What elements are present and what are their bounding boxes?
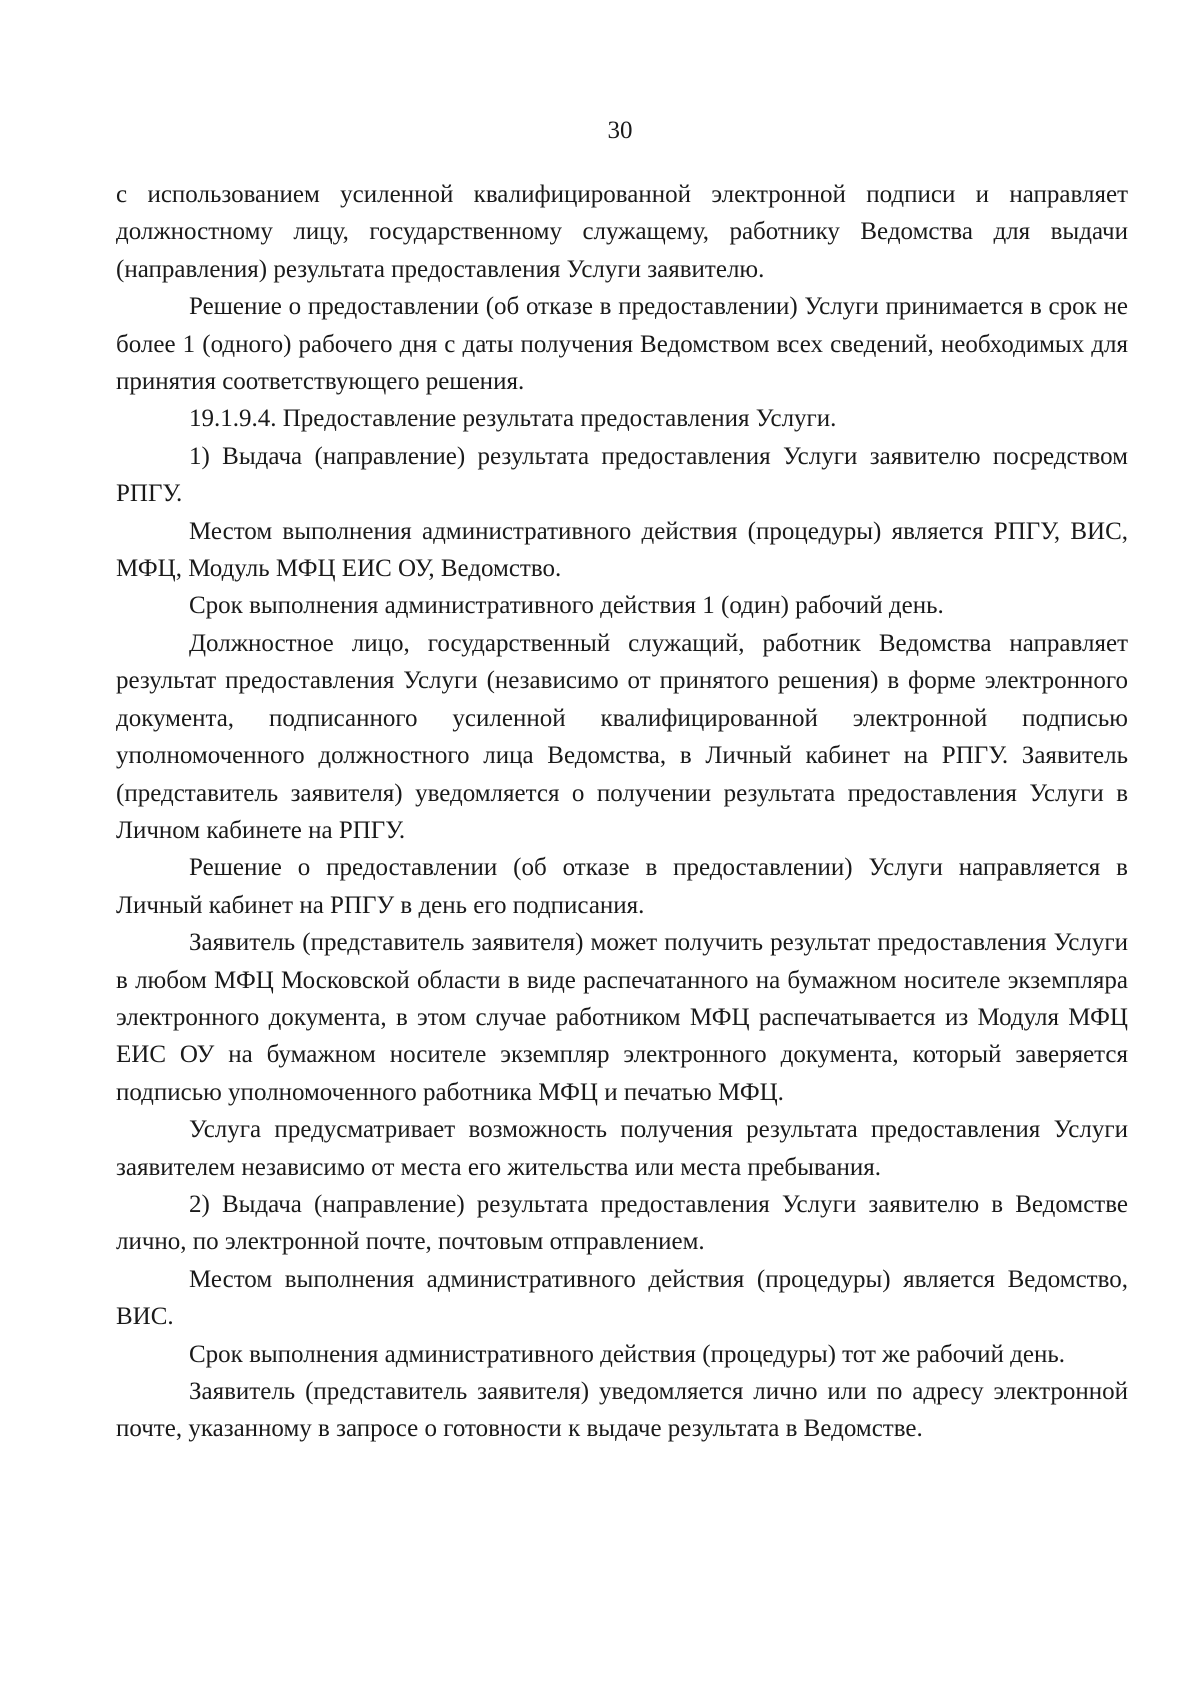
document-body xyxy=(116,176,1128,1448)
paragraph-decision-sent: Решение о предоставлении (об отказе в предоставлении) Услуги направляется в Личный кабинет на РПГУ в день его подписания. xyxy=(116,854,1128,919)
paragraph-place-of-execution-2: Местом выполнения административного действия (процедуры) является Ведомство, ВИС. xyxy=(116,1265,1128,1331)
paragraph-extraterritorial: Услуга предусматривает возможность получения результата предоставления Услуги заявителем независимо от места его жительства или места пребывания. xyxy=(116,1116,1128,1181)
paragraph-item-2-in-person: 2) Выдача (направление) результата предоставления Услуги заявителю в Ведомстве лично, по электронной почте, почтовым отправлением. xyxy=(116,1190,1128,1256)
paragraph-place-of-execution-1: Местом выполнения административного действия (процедуры) является РПГУ, ВИС, МФЦ, Модуль МФЦ ЕИС ОУ, Ведомство. xyxy=(116,517,1128,583)
page-number: 30 xyxy=(607,117,633,144)
paragraph-item-1-rpgu: 1) Выдача (направление) результата предоставления Услуги заявителю посредством РПГУ. xyxy=(116,442,1128,508)
paragraph-mfc-printout: Заявитель (представитель заявителя) может получить результат предоставления Услуги в любом МФЦ Московской области в виде распечатанного на бумажном носителе экземпляра электронного документа, в этом случае работником МФЦ распечатывается из Модуля МФЦ ЕИС ОУ на бумажном носителе экземпляр электронного документа, который заверяется подписью уполномоченного работника МФЦ и печатью МФЦ. xyxy=(116,929,1128,1106)
paragraph-continuation: с использованием усиленной квалифицированной электронной подписи и направляет должностному лицу, государственному служащему, работнику Ведомства для выдачи (направления) результата предоставления Услуги заявителю. xyxy=(116,181,1128,283)
paragraph-official-sends-result: Должностное лицо, государственный служащий, работник Ведомства направляет результат предоставления Услуги (независимо от принятого решения) в форме электронного документа, подписанного усиленной квалифицированной электронной подписью уполномоченного должностного лица Ведомства, в Личный кабинет на РПГУ. Заявитель (представитель заявителя) уведомляется о получении результата предоставления Услуги в Личном кабинете на РПГУ. xyxy=(116,629,1128,844)
paragraph-term-of-execution-1: Срок выполнения административного действия 1 (один) рабочий день. xyxy=(189,592,944,620)
paragraph-term-of-execution-2: Срок выполнения административного действия (процедуры) тот же рабочий день. xyxy=(189,1340,1066,1368)
section-heading-19-1-9-4: 19.1.9.4. Предоставление результата предоставления Услуги. xyxy=(189,405,837,433)
paragraph-decision-deadline: Решение о предоставлении (об отказе в предоставлении) Услуги принимается в срок не более 1 (одного) рабочего дня с даты получения Ведомством всех сведений, необходимых для принятия соответствующего решения. xyxy=(116,293,1128,396)
paragraph-applicant-notified: Заявитель (представитель заявителя) уведомляется лично или по адресу электронной почте, указанному в запросе о готовности к выдаче результата в Ведомстве. xyxy=(116,1378,1128,1443)
